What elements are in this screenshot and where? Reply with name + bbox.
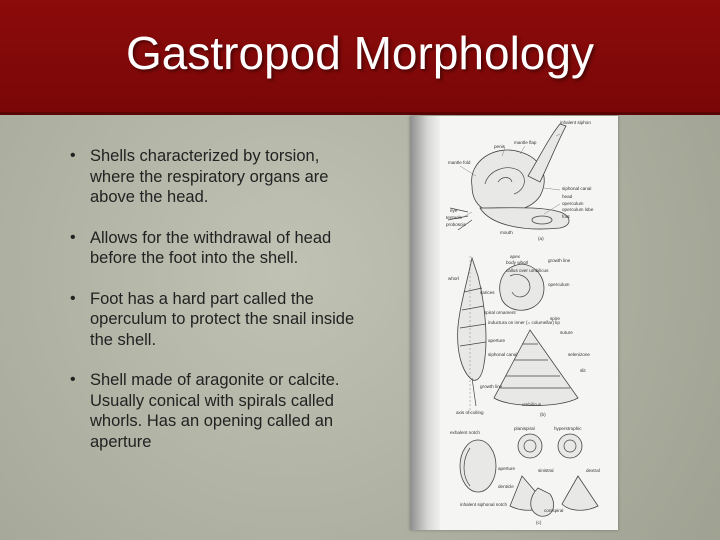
label-spire: spire	[550, 316, 560, 321]
bullet-icon: •	[70, 289, 76, 307]
bullet-text: Allows for the withdrawal of head before the foot into the shell.	[90, 228, 332, 267]
caption-a: (a)	[538, 236, 544, 241]
label-siphonal-canal: siphonal canal	[562, 186, 592, 191]
bullet-item	[70, 370, 360, 452]
bullet-icon: •	[70, 371, 76, 388]
label-inhalent-siphonal-notch: inhalent siphonal notch	[460, 502, 507, 507]
label-body-whorl: body whorl	[506, 260, 529, 265]
label-inductura: inductura on inner (= columellar) lip	[488, 320, 560, 325]
label-mantle-flap: mantle flap	[514, 140, 537, 145]
label-suture: suture	[560, 330, 573, 335]
bullet-item	[70, 289, 360, 351]
label-callus: callus over umbilicus	[506, 268, 549, 273]
label-proboscis: proboscis	[446, 222, 466, 227]
label-growth-line: growth line	[548, 258, 571, 263]
label-mouth: mouth	[500, 230, 513, 235]
bullet-item	[70, 146, 360, 208]
bullet-text: Foot has a hard part called the operculum to protect the snail inside the shell.	[90, 289, 355, 349]
bullet-text: Shell made of aragonite or calcite. Usually conical with spirals called whorls. Has an opening called an aperture	[90, 371, 340, 451]
label-operculum-lobe: operculum lobe	[562, 207, 594, 212]
label-planispiral: planispiral	[514, 426, 535, 431]
label-tentacle: tentacle	[446, 215, 463, 220]
bullet-text: Shells characterized by torsion, where the respiratory organs are above the head.	[90, 147, 329, 206]
label-selenizone: selenizone	[568, 352, 590, 357]
label-inhalent-siphon: inhalent siphon	[560, 120, 591, 125]
label-whorl: whorl	[448, 276, 459, 281]
slide-title: Gastropod Morphology	[126, 27, 594, 79]
label-penis: penis	[494, 144, 505, 149]
bullet-list	[70, 146, 360, 472]
label-sinistral: sinistral	[538, 468, 554, 473]
caption-b: (b)	[540, 412, 546, 417]
label-operculum: operculum	[562, 201, 584, 206]
label-conispiral: conispiral	[544, 508, 564, 513]
label-exhalent-notch: exhalent notch	[450, 430, 480, 435]
label-denticle: denticle	[498, 484, 514, 489]
label-operculum-b: operculum	[548, 282, 570, 287]
label-dextral: dextral	[586, 468, 600, 473]
label-slit: slit	[580, 368, 586, 373]
label-varices: varices	[480, 290, 495, 295]
morphology-diagram	[410, 116, 618, 530]
label-growth-line-b: growth line	[480, 384, 503, 389]
label-aperture-c: aperture	[498, 466, 516, 471]
label-axis-of-coiling: axis of coiling	[456, 410, 484, 415]
panel-b-shell-drawings	[458, 256, 578, 416]
label-siphonal-canal-b: siphonal canal	[488, 352, 518, 357]
title-bar	[0, 0, 720, 115]
label-eye: eye	[450, 208, 458, 213]
label-apex: apex	[510, 254, 520, 259]
label-head: head	[562, 194, 573, 199]
label-foot: foot	[562, 214, 570, 219]
label-umbilicus: umbilicus	[522, 402, 542, 407]
label-mantle-fold: mantle fold	[448, 160, 471, 165]
label-aperture: aperture	[488, 338, 506, 343]
bullet-icon: •	[70, 228, 76, 246]
bullet-icon: •	[70, 147, 76, 164]
label-spiral-ornament: spiral ornament	[484, 310, 516, 315]
bullet-item	[70, 228, 360, 269]
caption-c: (c)	[536, 520, 542, 525]
label-hyperstrophic: hyperstrophic	[554, 426, 582, 431]
panel-a-snail-drawing	[448, 124, 569, 230]
morphology-figure	[410, 116, 618, 530]
